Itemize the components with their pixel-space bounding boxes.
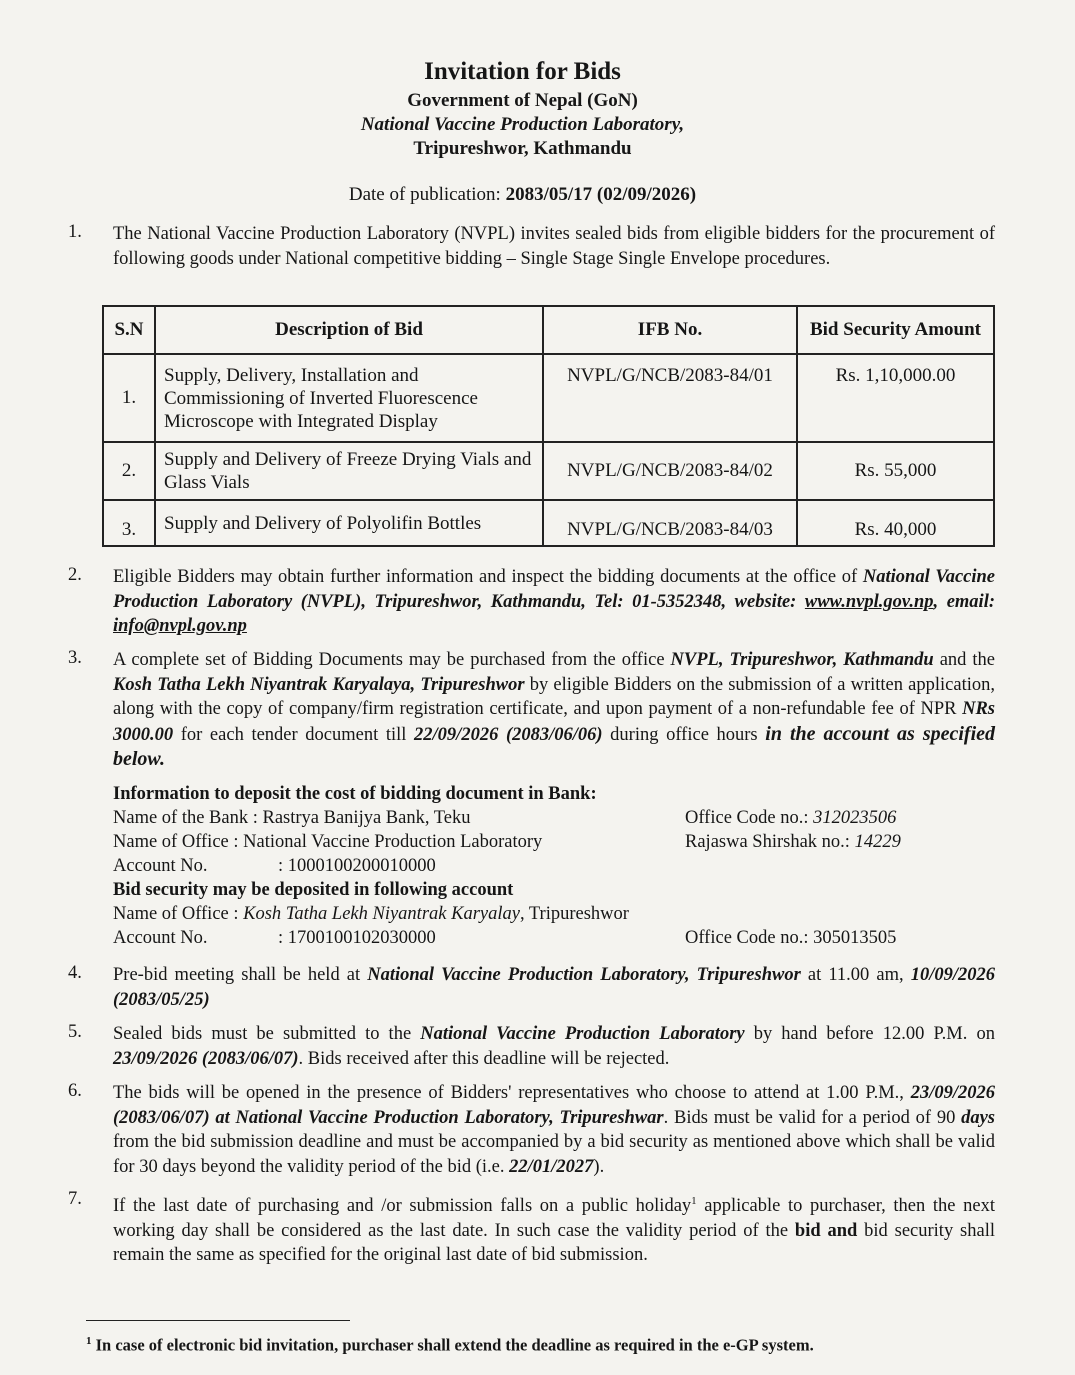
para-3-text bbox=[113, 648, 995, 773]
office-code-1 bbox=[685, 806, 896, 830]
office2-label: Name of Office : bbox=[113, 904, 244, 924]
col-header-amount: Bid Security Amount bbox=[797, 306, 994, 354]
para-3-part: and the bbox=[933, 650, 996, 670]
account-value: : 1000100200010000 bbox=[278, 856, 436, 876]
cell-description: Supply and Delivery of Polyolifin Bottles bbox=[155, 500, 543, 546]
para-7-part: applicable to purchaser, then the next working day shall be considered as the last date. In such case the validity period of the bbox=[113, 1196, 995, 1241]
para-6-part: from the bid submission deadline and must be accompanied by a bid security as mentioned above which shall be valid for 30 days beyond the validity period of the bid (i.e. bbox=[113, 1132, 995, 1177]
para-2-number: 2. bbox=[68, 565, 82, 585]
para-4-part: National Vaccine Production Laboratory, Tripureshwor bbox=[367, 965, 801, 985]
bids-table bbox=[102, 305, 995, 547]
para-6-part: The bids will be opened in the presence of Bidders' representatives who choose to attend at 1.00 P.M., bbox=[113, 1083, 911, 1103]
para-6-text bbox=[113, 1081, 995, 1179]
rajaswa-label: Rajaswa Shirshak no.: bbox=[685, 832, 855, 852]
account2-value: : 1700100102030000 bbox=[278, 928, 436, 948]
cell-sn: 1. bbox=[103, 354, 155, 442]
fee-amount: NRs 3000.00 bbox=[113, 699, 995, 745]
para-7-number: 7. bbox=[68, 1189, 82, 1209]
para-4-part: 10/09/2026 (2083/05/25) bbox=[113, 965, 995, 1010]
para-4-part: at 11.00 am, bbox=[800, 965, 911, 985]
para-3-part: A complete set of Bidding Documents may be purchased from the office bbox=[113, 650, 671, 670]
office-name-label: Name of Office : bbox=[113, 832, 244, 852]
document-title: Invitation for Bids bbox=[424, 58, 621, 85]
cell-ifb: NVPL/G/NCB/2083-84/01 bbox=[543, 354, 797, 442]
para-6-part: ). bbox=[593, 1156, 605, 1177]
account2-label: Account No. bbox=[113, 928, 208, 948]
footnote-divider bbox=[86, 1320, 350, 1321]
para-2-part: , email: bbox=[933, 591, 996, 612]
para-5-part: Sealed bids must be submitted to the bbox=[113, 1024, 421, 1044]
para-3-part: for each tender document till bbox=[173, 724, 415, 745]
rajaswa-value: 14229 bbox=[854, 832, 901, 852]
office-code-2: Office Code no.: 305013505 bbox=[685, 928, 897, 948]
para-3-part: by eligible Bidders on the submission of a written application, along with the copy of company/firm registration certificate, and upon payment of a non-refundable fee of NPR bbox=[113, 674, 996, 719]
cell-ifb: NVPL/G/NCB/2083-84/02 bbox=[543, 442, 797, 500]
account2-row bbox=[113, 926, 993, 950]
para-5-part: by hand before 12.00 P.M. on bbox=[744, 1024, 995, 1044]
bank-name-label: Name of the Bank : bbox=[113, 808, 263, 828]
para-3-number: 3. bbox=[68, 648, 82, 668]
para-3-part: NVPL, Tripureshwor, Kathmandu bbox=[670, 650, 934, 670]
cell-description: Supply and Delivery of Freeze Drying Vials and Glass Vials bbox=[155, 442, 543, 500]
para-2-part: Eligible Bidders may obtain further information and inspect the bidding documents at the office of bbox=[113, 567, 863, 587]
email-link[interactable]: info@nvpl.gov.np bbox=[113, 616, 247, 636]
para-1-text: The National Vaccine Production Laboratory (NVPL) invites sealed bids from eligible bidders for the procurement of following goods under National competitive bidding – Single Stage Single Envelope procedures. bbox=[113, 224, 995, 269]
col-header-ifb: IFB No. bbox=[543, 306, 797, 354]
para-2-text bbox=[113, 565, 995, 639]
bank-heading: Information to deposit the cost of bidding document in Bank: bbox=[113, 784, 597, 804]
account-row bbox=[113, 854, 993, 878]
para-5-part: National Vaccine Production Laboratory bbox=[420, 1024, 745, 1044]
office-code-value: 312023506 bbox=[813, 808, 897, 828]
table-header-row bbox=[103, 306, 994, 354]
col-header-sn: S.N bbox=[103, 306, 155, 354]
header-organization: National Vaccine Production Laboratory, bbox=[360, 114, 685, 135]
para-5-number: 5. bbox=[68, 1022, 82, 1042]
table-row bbox=[103, 500, 994, 546]
cell-amount: Rs. 55,000 bbox=[797, 442, 994, 500]
publication-date bbox=[0, 184, 1045, 206]
cell-description: Supply, Delivery, Installation and Commissioning of Inverted Fluorescence Microscope with Integrated Display bbox=[155, 354, 543, 442]
cell-amount: Rs. 40,000 bbox=[797, 500, 994, 546]
header-location: Tripureshwor, Kathmandu bbox=[413, 138, 632, 159]
office-name-row bbox=[113, 830, 993, 854]
office2-row bbox=[113, 902, 993, 926]
para-6-part: . Bids must be valid for a period of 90 bbox=[663, 1107, 962, 1128]
para-4-part: Pre-bid meeting shall be held at bbox=[113, 965, 368, 985]
bank-info bbox=[113, 782, 993, 950]
bid-security-heading: Bid security may be deposited in following account bbox=[113, 880, 514, 900]
website-link[interactable]: www.nvpl.gov.np bbox=[804, 591, 934, 612]
footnote-text: In case of electronic bid invitation, purchaser shall extend the deadline as required in the e-GP system. bbox=[91, 1335, 814, 1355]
office-name-value: National Vaccine Production Laboratory bbox=[243, 832, 543, 852]
para-7-part: If the last date of purchasing and /or submission falls on a public holiday bbox=[113, 1196, 692, 1217]
para-4-number: 4. bbox=[68, 963, 82, 983]
office2-value-suffix: , Tripureshwor bbox=[519, 904, 629, 924]
bank-name-row bbox=[113, 806, 993, 830]
cell-sn: 2. bbox=[103, 442, 155, 500]
publication-date-value: 2083/05/17 (02/09/2026) bbox=[505, 184, 697, 205]
para-5-part: . Bids received after this deadline will be rejected. bbox=[298, 1048, 670, 1069]
para-5-text bbox=[113, 1022, 995, 1071]
para-6-number: 6. bbox=[68, 1081, 82, 1101]
footnote-ref: 1 bbox=[691, 1195, 697, 1207]
rajaswa-shirshak bbox=[685, 830, 901, 854]
para-1-number: 1. bbox=[68, 222, 82, 242]
col-header-description: Description of Bid bbox=[155, 306, 543, 354]
publication-date-label: Date of publication: bbox=[348, 184, 506, 205]
table-row bbox=[103, 354, 994, 442]
purchase-deadline: 22/09/2026 (2083/06/06) bbox=[414, 724, 603, 745]
para-6-part: 23/09/2026 (2083/06/07) at National Vaccine Production Laboratory, Tripureshwar bbox=[113, 1083, 995, 1128]
para-5-part: 23/09/2026 (2083/06/07) bbox=[113, 1048, 299, 1069]
para-7-part: bid and bbox=[794, 1220, 858, 1241]
cell-amount: Rs. 1,10,000.00 bbox=[797, 354, 994, 442]
para-4-text bbox=[113, 963, 995, 1012]
para-2-office: National Vaccine Production Laboratory (NVPL), Tripureshwor, Kathmandu, Tel: 01-5352348, website: bbox=[113, 567, 996, 612]
office2-value: Kosh Tatha Lekh Niyantrak Karyalay bbox=[243, 904, 520, 924]
table-row bbox=[103, 442, 994, 500]
para-6-part: days bbox=[961, 1107, 995, 1128]
bank-name-value: Rastrya Banijya Bank, Teku bbox=[262, 808, 471, 828]
para-3-part: in the account as specified below. bbox=[113, 722, 996, 770]
footnote-marker: 1 bbox=[86, 1335, 92, 1347]
para-7-text bbox=[113, 1189, 995, 1268]
office-code-label: Office Code no.: bbox=[685, 808, 814, 828]
para-7-part: bid security shall remain the same as specified for the original last date of bid submission. bbox=[113, 1220, 995, 1266]
cell-ifb: NVPL/G/NCB/2083-84/03 bbox=[543, 500, 797, 546]
para-3-part: during office hours bbox=[602, 724, 766, 745]
header-government: Government of Nepal (GoN) bbox=[407, 90, 638, 111]
footnote bbox=[86, 1335, 814, 1356]
account-label: Account No. bbox=[113, 856, 208, 876]
para-3-part: Kosh Tatha Lekh Niyantrak Karyalaya, Tripureshwor bbox=[113, 674, 525, 695]
para-6-part: 22/01/2027 bbox=[509, 1156, 594, 1177]
cell-sn: 3. bbox=[103, 500, 155, 546]
